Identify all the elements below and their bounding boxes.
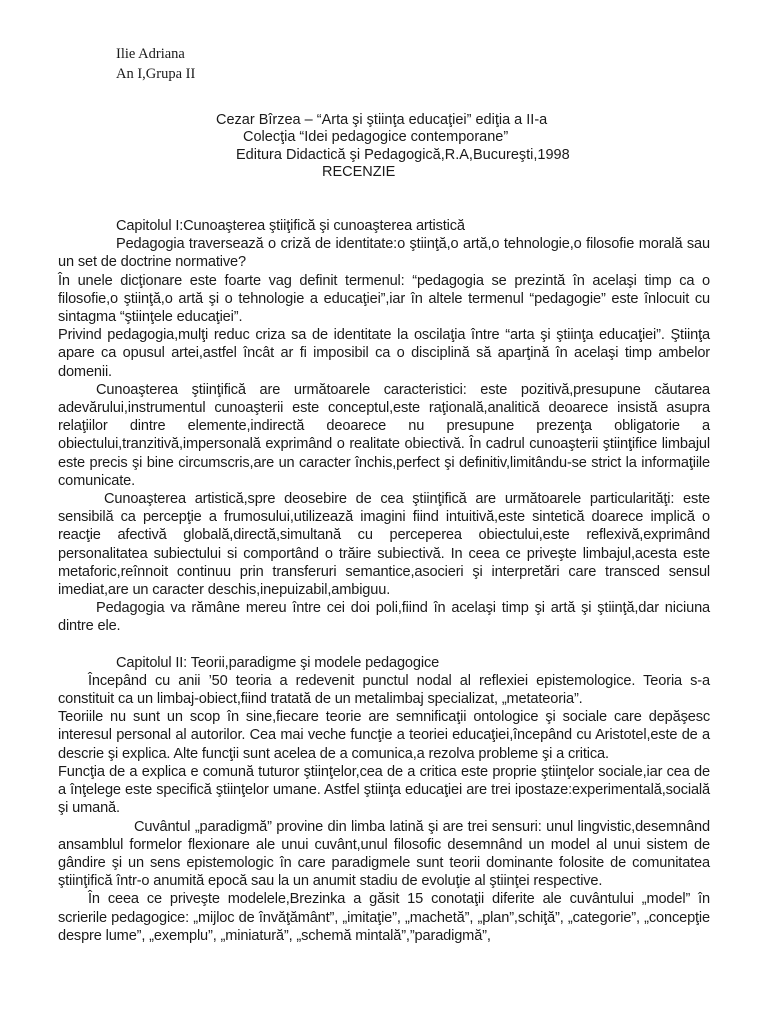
paragraph: Cuvântul „paradigmă” provine din limba latină şi are trei sensuri: unul lingvistic,desemnând ansamblul formelor flexionare ale unui cuvânt,unul filosofic desemnând un model al unui sistem de gândire şi un sens epistemologic în care paradigmele sunt teorii dominante folosite de comunitatea ştiinţifică într-o anumită epocă sau la un anumit stadiu de evoluţie al ştiinţei respective. <box>58 818 710 890</box>
paragraph: Pedagogia va rămâne mereu între cei doi poli,fiind în acelaşi timp şi artă şi ştiinţă,dar niciuna dintre ele. <box>58 600 710 635</box>
publisher-reference: Editura Didactică şi Pedagogică,R.A,Bucureşti,1998 <box>236 147 570 163</box>
book-reference: Cezar Bîrzea – “Arta şi ştiinţa educaţiei” ediţia a II-a <box>216 112 548 128</box>
author-group: An I,Grupa II <box>116 66 196 82</box>
paragraph: În unele dicţionare este foarte vag definit termenul: “pedagogia se prezintă în acelaşi timp ca o filosofie,o ştiinţă,o artă şi o tehnologie a educaţiei”,iar în altele termenul “pedagogie” este înlocuit cu sintagma “ştiinţele educaţiei”. <box>58 272 710 326</box>
collection-reference: Colecţia “Idei pedagogice contemporane” <box>243 129 509 145</box>
paragraph: Cunoaşterea ştiinţifică are următoarele caracteristici: este pozitivă,presupune căutarea adevărului,instrumentul cunoaşterii este conceptul,este raţională,analitică deoarece insistă asupra relaţiilor dintre elemente,indirectă deoarece nu presupune prezenţa obligatorie a obiectului,tranzitivă,impersonală exprimând o realitate obiectivă. În cadrul cunoaşterii ştiinţifice limbajul este precis şi bine circumscris,are un caracter închis,perfect şi definitiv,limitându-se strict la informaţiile comunicate. <box>58 381 710 489</box>
paragraph: Cunoaşterea artistică,spre deosebire de cea ştiinţifică are următoarele particularităţi: este sensibilă ca percepţie a frumosului,utilizează imagini fiind intuitivă,este sintetică doarece implică o reacţie afectivă globală,directă,simultană cu perceperea obiectului,este reflexivă,exprimând personalitatea subiectului si comportând o trăire subiectivă. In ceea ce priveşte limbajul,acesta este metaforic,reînnoit continuu prin transferuri semantice,asocieri şi interpretări care transced sensul imediat,are un caracter deschis,inepuizabil,ambiguu. <box>58 491 710 599</box>
paragraph: În ceea ce priveşte modelele,Brezinka a găsit 15 conotaţii diferite ale cuvântului „model” în scrierile pedagogice: „mijloc de învăţământ”, „imitaţie”, „machetă”, „plan”,schiţă”, „categorie”, „concepţie despre lume”, „exemplu”, „miniatură”, „schemă mintală”,”paradigmă”, <box>58 891 710 944</box>
document-body <box>58 217 710 945</box>
chapter-2-title: Capitolul II: Teorii,paradigme şi modele pedagogice <box>116 654 440 671</box>
author-name: Ilie Adriana <box>116 46 185 62</box>
paragraph: Teoriile nu sunt un scop în sine,fiecare teorie are semnificaţii ontologice şi sociale care depăşesc interesul personal al autorilor. Cea mai veche funcţie a teoriei educaţiei,începând cu Aristotel,este de a descrie şi explica. Alte funcţii sunt acelea de a comunica,a rezolva probleme şi a critica. <box>58 709 710 762</box>
paragraph: Pedagogia traversează o criză de identitate:o ştiinţă,o artă,o tehnologie,o filosofie morală sau un set de doctrine normative? <box>58 236 710 271</box>
paragraph: Începând cu anii ’50 teoria a redevenit punctul nodal al reflexiei epistemologice. Teoria s-a constituit ca un limbaj-obiect,fiind tratată de un metalimbaj specializat, „metateoria”. <box>58 672 710 708</box>
document-type-title: RECENZIE <box>322 164 396 180</box>
paragraph: Privind pedagogia,mulţi reduc criza sa de identitate la oscilaţia între “arta şi ştiinţa educaţiei”. Ştiinţa apare ca opusul artei,astfel încât ar fi imposibil ca o disciplină să aparţină în acelaşi timp ambelor domenii. <box>58 327 710 380</box>
chapter-1-title: Capitolul I:Cunoaşterea ştiiţifică şi cunoaşterea artistică <box>116 218 465 234</box>
section-spacer <box>58 636 710 654</box>
author-block <box>116 44 195 84</box>
paragraph: Funcţia de a explica e comună tuturor ştiinţelor,cea de a critica este proprie ştiinţelor sociale,iar cea de a înţelege este specifică ştiinţelor umane. Astfel ştiinţa educaţiei are trei ipostaze:experimentală,socială şi umană. <box>58 763 710 817</box>
